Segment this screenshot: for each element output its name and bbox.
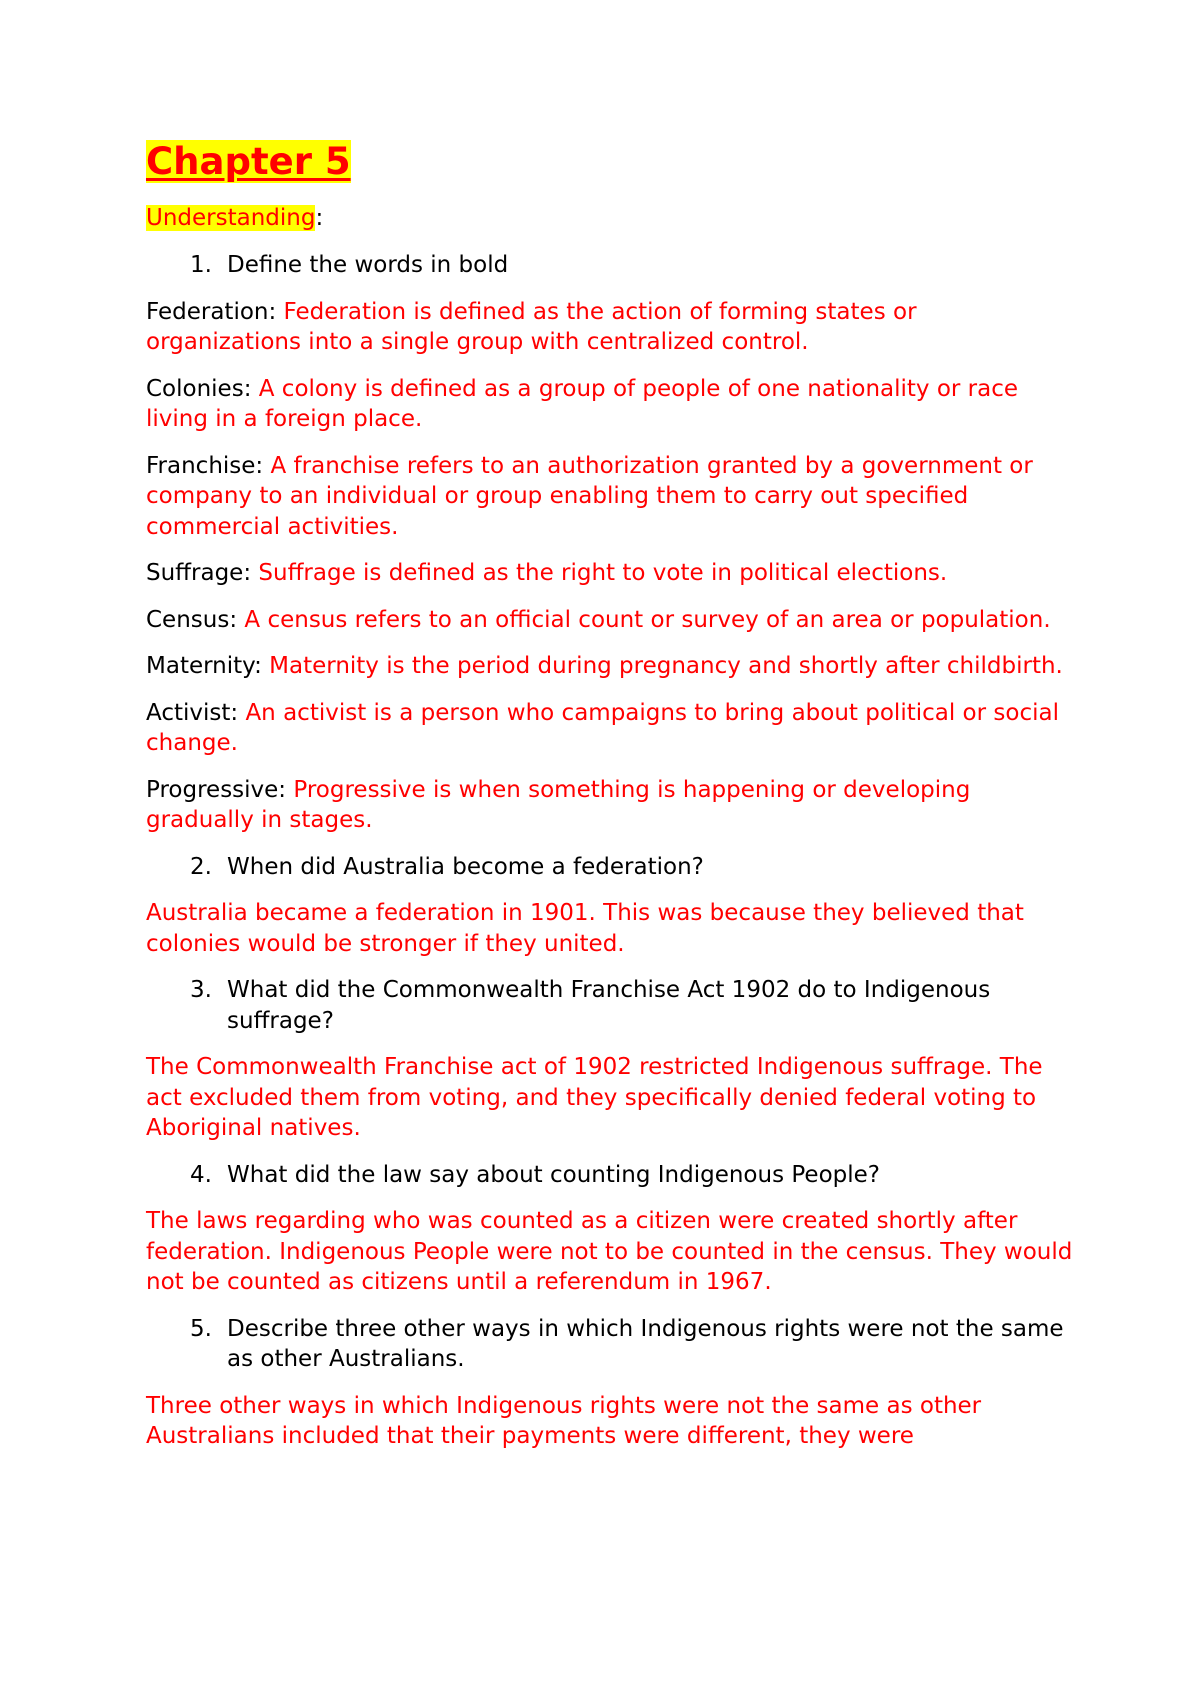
- definition-term: Colonies:: [146, 375, 252, 402]
- question-3: [146, 975, 1076, 1036]
- definition-text: Progressive is when something is happening or developing gradually in stages.: [146, 776, 971, 834]
- definition-colonies: [146, 374, 1076, 435]
- question-4: [146, 1160, 1076, 1191]
- definition-term: Federation:: [146, 298, 277, 325]
- question-number: 1.: [190, 252, 212, 279]
- chapter-title: [146, 140, 1076, 184]
- definition-term: Franchise:: [146, 452, 264, 479]
- answer-5: Three other ways in which Indigenous rights were not the same as other Australians included that their payments were different, they were: [146, 1392, 982, 1450]
- definition-maternity: [146, 651, 1076, 682]
- question-number: 5.: [190, 1315, 212, 1342]
- document-page: [146, 140, 1076, 1452]
- definition-term: Maternity:: [146, 653, 262, 680]
- definition-federation: [146, 297, 1076, 358]
- definition-text: Federation is defined as the action of forming states or organizations into a single group with centralized control.: [146, 298, 917, 356]
- definition-activist: [146, 698, 1076, 759]
- question-text: Describe three other ways in which Indigenous rights were not the same as other Australians.: [227, 1315, 1064, 1373]
- answer-3: The Commonwealth Franchise act of 1902 restricted Indigenous suffrage. The act excluded them from voting, and they specifically denied federal voting to Aboriginal natives.: [146, 1054, 1043, 1142]
- definition-franchise: [146, 451, 1076, 543]
- section-heading-colon: :: [315, 205, 324, 232]
- question-number: 2.: [190, 853, 212, 880]
- definition-text: A colony is defined as a group of people of one nationality or race living in a foreign place.: [146, 375, 1019, 433]
- question-number: 4.: [190, 1161, 212, 1188]
- section-heading-text: Understanding: [146, 205, 316, 232]
- definition-term: Progressive:: [146, 776, 287, 803]
- definition-text: A census refers to an official count or survey of an area or population.: [244, 606, 1051, 633]
- definition-suffrage: [146, 558, 1076, 589]
- definition-text: A franchise refers to an authorization granted by a government or company to an individual or group enabling them to carry out specified commercial activities.: [146, 452, 1033, 540]
- definition-census: [146, 605, 1076, 636]
- question-text: When did Australia become a federation?: [227, 853, 704, 880]
- question-number: 3.: [190, 977, 212, 1004]
- definition-term: Census:: [146, 606, 238, 633]
- definition-term: Activist:: [146, 699, 239, 726]
- section-heading: [146, 202, 1076, 234]
- definition-progressive: [146, 775, 1076, 836]
- definition-text: An activist is a person who campaigns to bring about political or social change.: [146, 699, 1059, 757]
- question-text: What did the law say about counting Indigenous People?: [227, 1161, 880, 1188]
- definition-term: Suffrage:: [146, 560, 252, 587]
- question-text: What did the Commonwealth Franchise Act 1902 do to Indigenous suffrage?: [227, 977, 991, 1034]
- answer-4: The laws regarding who was counted as a citizen were created shortly after federation. Indigenous People were not to be counted in the census. They would not be counted as citizens until a referendum in 1967.: [146, 1208, 1073, 1296]
- question-5: [146, 1314, 1076, 1375]
- answer-2: Australia became a federation in 1901. This was because they believed that colonies would be stronger if they united.: [146, 900, 1024, 957]
- chapter-title-text: Chapter 5: [146, 140, 351, 183]
- definition-text: Maternity is the period during pregnancy and shortly after childbirth.: [269, 653, 1063, 680]
- question-2: [146, 852, 1076, 883]
- question-1: [146, 250, 1076, 281]
- question-text: Define the words in bold: [227, 252, 509, 279]
- definition-text: Suffrage is defined as the right to vote in political elections.: [258, 560, 948, 587]
